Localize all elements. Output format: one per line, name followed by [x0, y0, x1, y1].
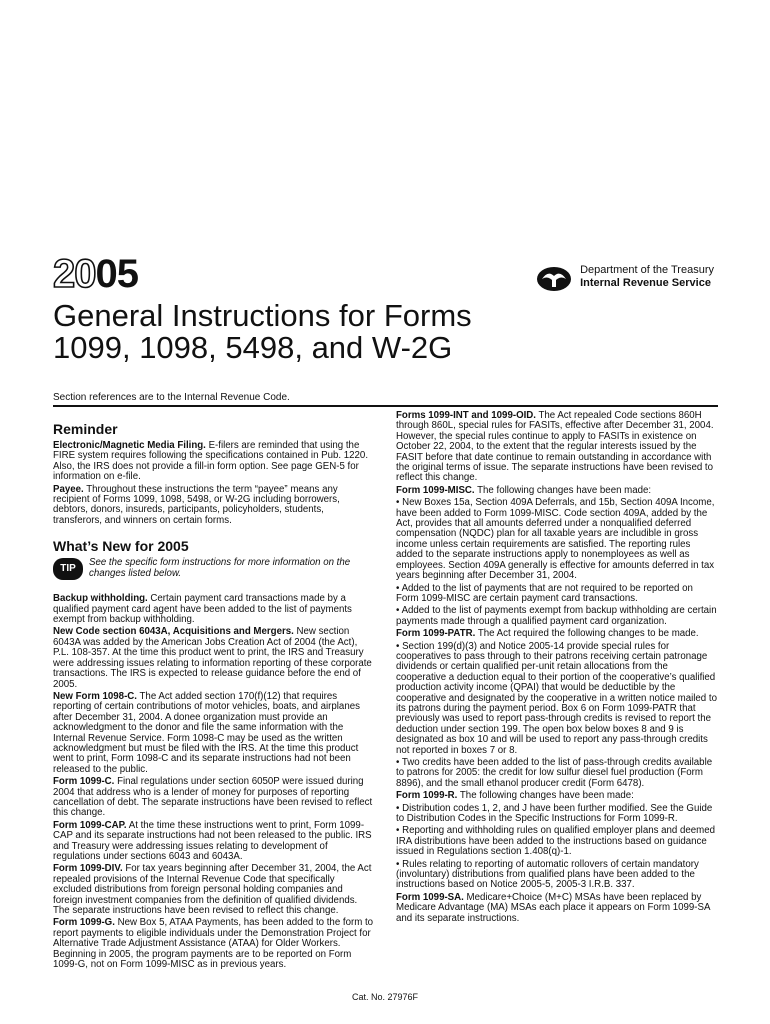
catalog-number: Cat. No. 27976F [351, 992, 419, 1002]
year-outline-digits: 20 [53, 252, 96, 296]
paragraph-lead: Form 1099-CAP. [53, 819, 127, 831]
paragraph-text: The Act required the following changes to be made. [475, 628, 699, 640]
paragraph-lead: Form 1099-MISC. [396, 484, 475, 496]
paragraph-lead: New Form 1098-C. [53, 690, 137, 702]
reminder-list [53, 441, 375, 526]
paragraph-text: The following changes have been made: [457, 790, 634, 802]
paragraph [396, 629, 718, 639]
paragraph-lead: Payee. [53, 483, 84, 495]
paragraph-text: Certain payment card transactions made by a qualified payment card agent have been added to the list of payments exempt from backup withholding. [53, 593, 352, 626]
paragraph-lead: Form 1099-DIV. [53, 863, 123, 875]
bullet-paragraph: • Distribution codes 1, 2, and J have been further modified. See the Guide to Distribution Codes in the Specific Instructions for Form 1099-R. [396, 804, 718, 825]
tip-callout [53, 558, 375, 580]
paragraph-lead: Form 1099-G. [53, 917, 115, 929]
paragraph-lead: Form 1099-C. [53, 776, 115, 788]
reminder-heading: Reminder [53, 421, 118, 437]
paragraph [53, 441, 375, 483]
agency-name: Internal Revenue Service [580, 277, 711, 289]
whats-new-heading: What’s New for 2005 [53, 538, 189, 555]
bullet-paragraph: • Reporting and withholding rules on qualified employer plans and deemed IRA distributions have been added to the instructions based on guidance issued in Regulations section 1.408(q)-1. [396, 826, 718, 857]
paragraph-lead: Forms 1099-INT and 1099-OID. [396, 410, 536, 421]
paragraph [53, 777, 375, 819]
paragraph-text: At the time these instructions went to print, Form 1099-CAP and its separate instructions had not been released to the public. IRS and Treasury were addressing issues relating to development of regulations under sections 6043 and 6043A. [53, 819, 372, 862]
bullet-paragraph: • Added to the list of payments exempt from backup withholding are certain payments made through a qualified payment card organization. [396, 606, 718, 627]
irs-eagle-logo-icon [534, 264, 574, 294]
right-column-list [396, 411, 718, 924]
paragraph [396, 791, 718, 801]
tip-icon: TIP [53, 558, 83, 580]
paragraph-lead: Electronic/Magnetic Media Filing. [53, 440, 206, 451]
paragraph-text: E-filers are reminded that using the FIRE system requires following the specifications contained in Pub. 1220. Also, the IRS does not provide a fill-in form option. See page GEN-5 for information on e-file. [53, 440, 369, 483]
paragraph-text: Throughout these instructions the term “payee” means any recipient of Forms 1099, 1098, 5498, or W-2G including borrowers, debtors, donors, insureds, participants, policyholders, students, transferors, and winners on certain forms. [53, 483, 340, 526]
agency-block [534, 264, 714, 294]
paragraph [53, 821, 375, 863]
paragraph [53, 627, 375, 689]
section-reference-note: Section references are to the Internal Revenue Code. [53, 392, 290, 403]
paragraph-text: Medicare+Choice (M+C) MSAs have been replaced by Medicare Advantage (MA) MSAs each place it appears on Form 1099-SA and its separate instructions. [396, 891, 710, 924]
whats-new-list [53, 594, 375, 970]
left-column [53, 411, 375, 972]
paragraph-lead: Form 1099-SA. [396, 891, 464, 903]
paragraph-text: New section 6043A was added by the American Jobs Creation Act of 2004 (the Act), P.L. 108-357. At the time this product went to print, the IRS and Treasury were addressing issues relating to information reporting of these corporate transactions. The IRS is expected to release guidance before the end of 2005. [53, 626, 372, 690]
paragraph-lead: Form 1099-R. [396, 790, 458, 802]
year-solid-digits: 05 [95, 252, 138, 296]
paragraph [53, 864, 375, 916]
paragraph-lead: Backup withholding. [53, 593, 148, 605]
paragraph-text: New Box 5, ATAA Payments, has been added to the form to report payments to eligible individuals under the Demonstration Project for Alternative Trade Adjustment Assistance (ATAA) for Older Workers. Beginning in 2005, the program payments are to be reported on Form 1099-G, not on Form 1099-MISC as in previous years. [53, 917, 374, 971]
paragraph [396, 893, 718, 924]
header-divider [53, 405, 718, 407]
paragraph [396, 486, 718, 496]
paragraph [53, 692, 375, 775]
paragraph-lead: Form 1099-PATR. [396, 628, 476, 640]
bullet-paragraph: • New Boxes 15a, Section 409A Deferrals, and 15b, Section 409A Income, have been added to Form 1099-MISC. Code section 409A, added by the Act, provides that all amounts deferred under a nonqualified deferred compensation (NQDC) plan for all taxable years are includible in gross income unless certain requirements are satisfied. The reporting rules added to the separate instructions apply to nonemployees as well as employees. Section 409A generally is effective for amounts deferred in tax years beginning after December 31, 2004. [396, 498, 718, 581]
paragraph [53, 485, 375, 527]
paragraph [53, 594, 375, 625]
paragraph-lead: New Code section 6043A, Acquisitions and Mergers. [53, 626, 294, 638]
form-year [53, 254, 138, 294]
tip-text: See the specific form instructions for more information on the changes listed below. [89, 557, 351, 579]
bullet-paragraph: • Two credits have been added to the list of pass-through credits available to patrons for 2005: the credit for low sulfur diesel fuel production (Form 8896), and the small ethanol producer credit (Form 6478). [396, 758, 718, 789]
paragraph-text: The Act repealed Code sections 860H through 860L, special rules for FASITs, effective after December 31, 2004. However, the special rules continue to apply to FASITs in existence on October 22, 2004, to the extent that the regular interests issued by the FASIT before that date continue to remain outstanding in accordance with the original terms of issue. The separate instructions have been revised to reflect this change. [396, 410, 714, 484]
right-column [396, 411, 718, 926]
paragraph-text: The Act added section 170(f)(12) that requires reporting of certain contributions of motor vehicles, boats, and airplanes after December 31, 2004. A donee organization must provide an acknowledgment to the donor and file the same information with the Internal Revenue Service. Form 1098-C may be used as the written acknowledgment but must be filed with the IRS. At the time this product went to print, Form 1098-C and its separate instructions had not been released to the public. [53, 690, 360, 775]
bullet-paragraph: • Section 199(d)(3) and Notice 2005-14 provide special rules for cooperatives to pass through to their patrons receiving certain patronage dividends or certain qualified per-unit retain allocations from the cooperative a deduction equal to their portion of the cooperative’s qualified production activity income (QPAI) that would be deductible by the cooperative and designated by the cooperative in a written notice mailed to its patrons during the payment period. Box 6 on Form 1099-PATR that previously was used to report pass-through credits is revised to report the deduction under section 199. The open box below boxes 8 and 9 is designated as box 10 and will be used to report any pass-through credits not reported in boxes 7 or 8. [396, 642, 718, 756]
page-title: General Instructions for Forms 1099, 1098, 5498, and W-2G [53, 298, 472, 365]
department-name: Department of the Treasury [580, 264, 714, 276]
paragraph-text: Final regulations under section 6050P were issued during 2004 that address who is a lender of money for purposes of reporting cancellation of debt. The separate instructions have been revised to reflect this change. [53, 776, 373, 819]
paragraph [53, 918, 375, 970]
paragraph-text: The following changes have been made: [474, 484, 652, 496]
bullet-paragraph: • Added to the list of payments that are not required to be reported on Form 1099-MISC are certain payment card transactions. [396, 584, 718, 605]
bullet-paragraph: • Rules relating to reporting of automatic rollovers of certain mandatory (involuntary) distributions from qualified plans have been added to the instructions based on Notice 2005-5, 2005-3 I.R.B. 337. [396, 860, 718, 891]
paragraph [396, 411, 718, 484]
paragraph-text: For tax years beginning after December 31, 2004, the Act repealed provisions of the Internal Revenue Code that specifically excluded distributions from foreign personal holding companies and foreign investment companies from the definition of qualified dividends. The separate instructions have been revised to reflect this change. [53, 863, 372, 917]
